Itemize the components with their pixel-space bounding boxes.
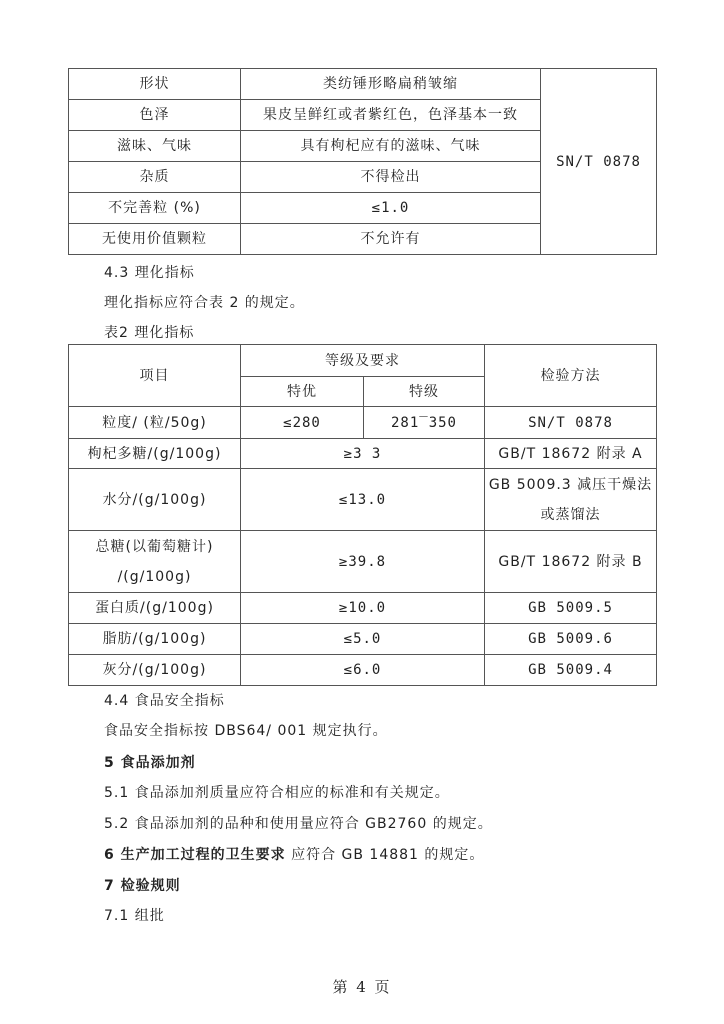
header-grade-super: 特级 [364, 377, 485, 407]
table-cell: 脂肪/(g/100g) [69, 624, 241, 655]
table-cell: 不得检出 [241, 162, 541, 193]
header-grade-special: 特优 [241, 377, 364, 407]
table-cell: 粒度/ (粒/50g) [69, 407, 241, 439]
section-4-4-heading: 4.4 食品安全指标 [104, 693, 225, 709]
table-cell: 水分/(g/100g) [69, 469, 241, 531]
section-6-heading: 6 生产加工过程的卫生要求 [104, 847, 286, 863]
table-cell: ≥3 3 [241, 439, 485, 469]
table-cell: ≤1.0 [241, 193, 541, 224]
table-cell: 枸杞多糖/(g/100g) [69, 439, 241, 469]
table-cell: 类纺锤形略扁稍皱缩 [241, 69, 541, 100]
method-line: GB 5009.3 减压干燥法 [488, 476, 653, 493]
table-caption: 表2 理化指标 [104, 325, 195, 341]
table-cell: 色泽 [69, 100, 241, 131]
section-6-line [104, 844, 484, 864]
table-cell: ≤5.0 [241, 624, 485, 655]
table-cell: ≤6.0 [241, 655, 485, 686]
table-cell: 不完善粒 (%) [69, 193, 241, 224]
table-cell: 果皮呈鲜红或者紫红色，色泽基本一致 [241, 100, 541, 131]
physicochemical-table [68, 344, 657, 686]
header-grade: 等级及要求 [241, 345, 485, 377]
section-5-1: 5.1 食品添加剂质量应符合相应的标准和有关规定。 [104, 785, 450, 801]
table-cell: GB 5009.6 [485, 624, 657, 655]
table-cell: 杂质 [69, 162, 241, 193]
page-number: 第 4 页 [332, 978, 392, 996]
table-cell [69, 531, 241, 593]
table-cell: ≤280 [241, 407, 364, 439]
table-cell: 形状 [69, 69, 241, 100]
table-cell: 具有枸杞应有的滋味、气味 [241, 131, 541, 162]
table-cell [485, 469, 657, 531]
item-line: /(g/100g) [117, 568, 192, 585]
table-cell: ≥10.0 [241, 593, 485, 624]
item-line: 总糖(以葡萄糖计) [95, 538, 214, 555]
table-cell: 无使用价值颗粒 [69, 224, 241, 255]
table-cell: GB 5009.5 [485, 593, 657, 624]
method-cell: SN/T 0878 [541, 69, 657, 255]
section-4-4-body: 食品安全指标按 DBS64/ 001 规定执行。 [104, 723, 388, 739]
header-method: 检验方法 [485, 345, 657, 407]
section-7-heading: 7 检验规则 [104, 878, 181, 894]
section-4-3-heading: 4.3 理化指标 [104, 265, 195, 281]
table-cell: 蛋白质/(g/100g) [69, 593, 241, 624]
section-5-2: 5.2 食品添加剂的品种和使用量应符合 GB2760 的规定。 [104, 816, 493, 832]
section-6-rest: 应符合 GB 14881 的规定。 [285, 847, 485, 863]
table-cell: 滋味、气味 [69, 131, 241, 162]
section-7-1: 7.1 组批 [104, 908, 165, 924]
header-item: 项目 [69, 345, 241, 407]
table-cell: GB 5009.4 [485, 655, 657, 686]
section-5-heading: 5 食品添加剂 [104, 755, 196, 771]
sensory-table [68, 68, 657, 255]
method-line: 或蒸馏法 [540, 506, 601, 523]
table-cell: 不允许有 [241, 224, 541, 255]
table-cell: 灰分/(g/100g) [69, 655, 241, 686]
table-cell: ≤13.0 [241, 469, 485, 531]
table-cell: ≥39.8 [241, 531, 485, 593]
section-4-3-body: 理化指标应符合表 2 的规定。 [104, 295, 305, 311]
table-cell: 281‾350 [364, 407, 485, 439]
table-cell: GB/T 18672 附录 A [485, 439, 657, 469]
table-cell: SN/T 0878 [485, 407, 657, 439]
table-cell: GB/T 18672 附录 B [485, 531, 657, 593]
